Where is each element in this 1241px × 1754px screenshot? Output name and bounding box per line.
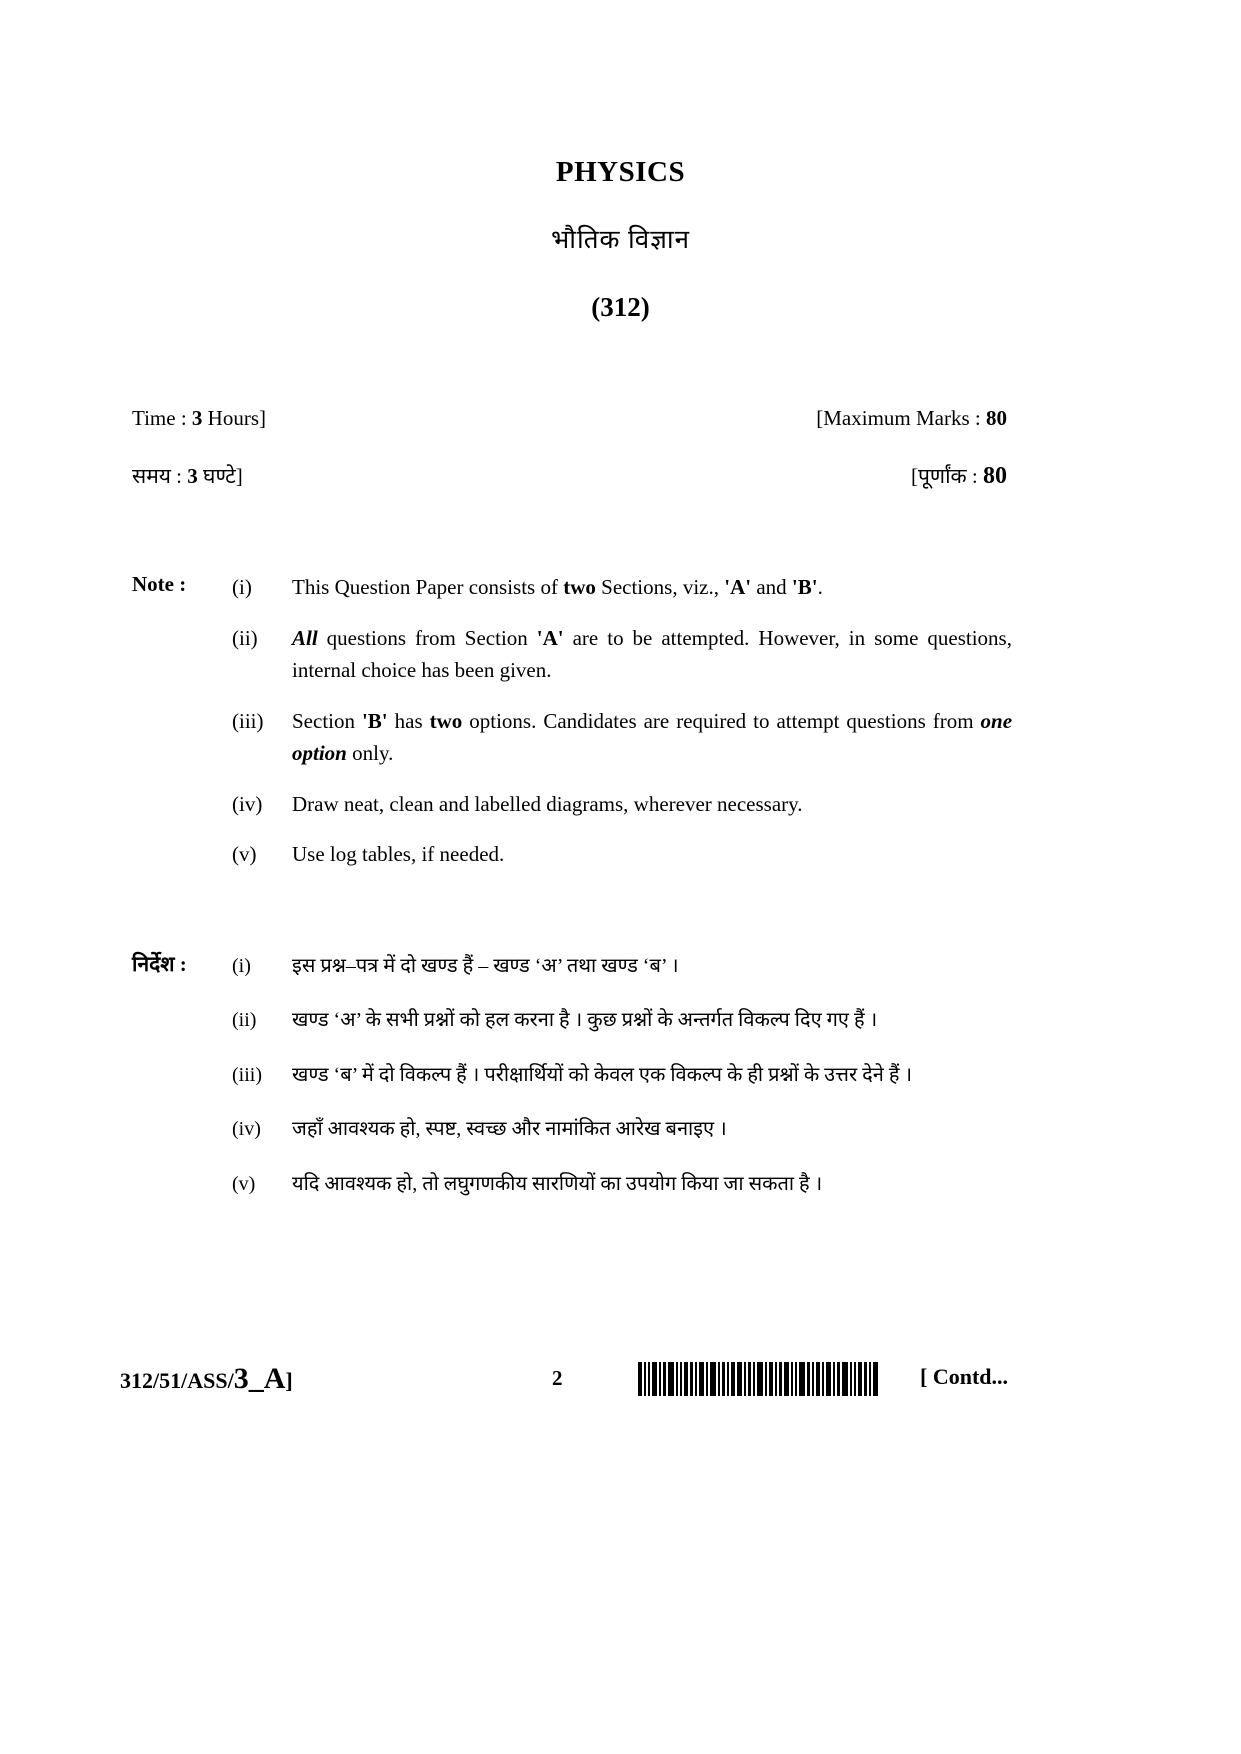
list-item-text: Draw neat, clean and labelled diagrams, wherever necessary.	[292, 791, 803, 816]
time-allowed-hindi: समय : 3 घण्टे]	[132, 464, 243, 488]
list-item-marker: (ii)	[232, 625, 258, 650]
barcode	[638, 1362, 890, 1396]
list-item	[132, 706, 1012, 770]
list-item	[132, 1168, 1012, 1200]
meta-row-hindi	[132, 462, 1007, 490]
list-item	[132, 1113, 1012, 1145]
list-item-marker: (v)	[232, 842, 257, 867]
instructions-hindi-label: निर्देश :	[132, 952, 187, 976]
list-item-text: यदि आवश्यक हो, तो लघुगणकीय सारणियों का उपयोग किया जा सकता है ।	[292, 1172, 823, 1195]
instructions-english-list	[132, 572, 1012, 871]
continued-label: [ Contd...	[920, 1364, 1009, 1389]
list-item-text: Use log tables, if needed.	[292, 842, 505, 867]
page-title: PHYSICS	[555, 156, 686, 188]
instructions-english	[132, 572, 1012, 890]
list-item-text: खण्ड ‘ब’ में दो विकल्प हैं । परीक्षार्थियों को केवल एक विकल्प के ही प्रश्नों के उत्तर देने हैं ।	[292, 1063, 913, 1086]
list-item-text: खण्ड ‘अ’ के सभी प्रश्नों को हल करना है । कुछ प्रश्नों के अन्तर्गत विकल्प दिए गए हैं ।	[292, 1009, 878, 1032]
page-number: 2	[552, 1366, 563, 1390]
subject-code: (312)	[591, 292, 650, 322]
list-item	[132, 950, 1012, 982]
list-item-marker: (i)	[232, 575, 252, 599]
time-allowed-english: Time : 3 Hours]	[132, 406, 266, 430]
list-item	[132, 789, 1012, 821]
list-item-marker: (ii)	[232, 1009, 257, 1032]
list-item-text: इस प्रश्न–पत्र में दो खण्ड हैं – खण्ड ‘अ’ तथा खण्ड ‘ब’ ।	[292, 955, 679, 977]
list-item	[132, 1059, 1012, 1091]
list-item-marker: (iv)	[232, 1118, 261, 1141]
list-item-marker: (v)	[232, 1172, 256, 1195]
maximum-marks-hindi: [पूर्णांक : 80	[910, 463, 1007, 489]
list-item	[132, 839, 1012, 871]
page-title-hindi: भौतिक विज्ञान	[550, 225, 691, 254]
list-item-marker: (iv)	[232, 791, 263, 816]
instructions-hindi-list	[132, 950, 1012, 1200]
instructions-english-label: Note :	[132, 572, 187, 596]
list-item-text: This Question Paper consists of two Sections, viz., 'A' and 'B'.	[292, 575, 823, 599]
list-item-text: जहाँ आवश्यक हो, स्पष्ट, स्वच्छ और नामांकित आरेख बनाइए ।	[292, 1118, 727, 1141]
meta-row-english	[132, 406, 1007, 431]
paper-code: 312/51/ASS/3_A]	[120, 1362, 293, 1395]
maximum-marks-english: [Maximum Marks : 80	[816, 406, 1007, 430]
instructions-hindi	[132, 950, 1012, 1222]
list-item-text: All questions from Section 'A' are to be attempted. However, in some questions, internal choice has been given.	[292, 625, 1012, 682]
list-item	[132, 572, 1012, 604]
list-item-marker: (iii)	[232, 708, 264, 733]
list-item-text: Section 'B' has two options. Candidates are required to attempt questions from one option only.	[292, 708, 1013, 765]
list-item-marker: (i)	[232, 955, 251, 977]
list-item-marker: (iii)	[232, 1063, 262, 1086]
list-item	[132, 623, 1012, 687]
list-item	[132, 1004, 1012, 1036]
page-footer	[120, 1362, 1020, 1402]
